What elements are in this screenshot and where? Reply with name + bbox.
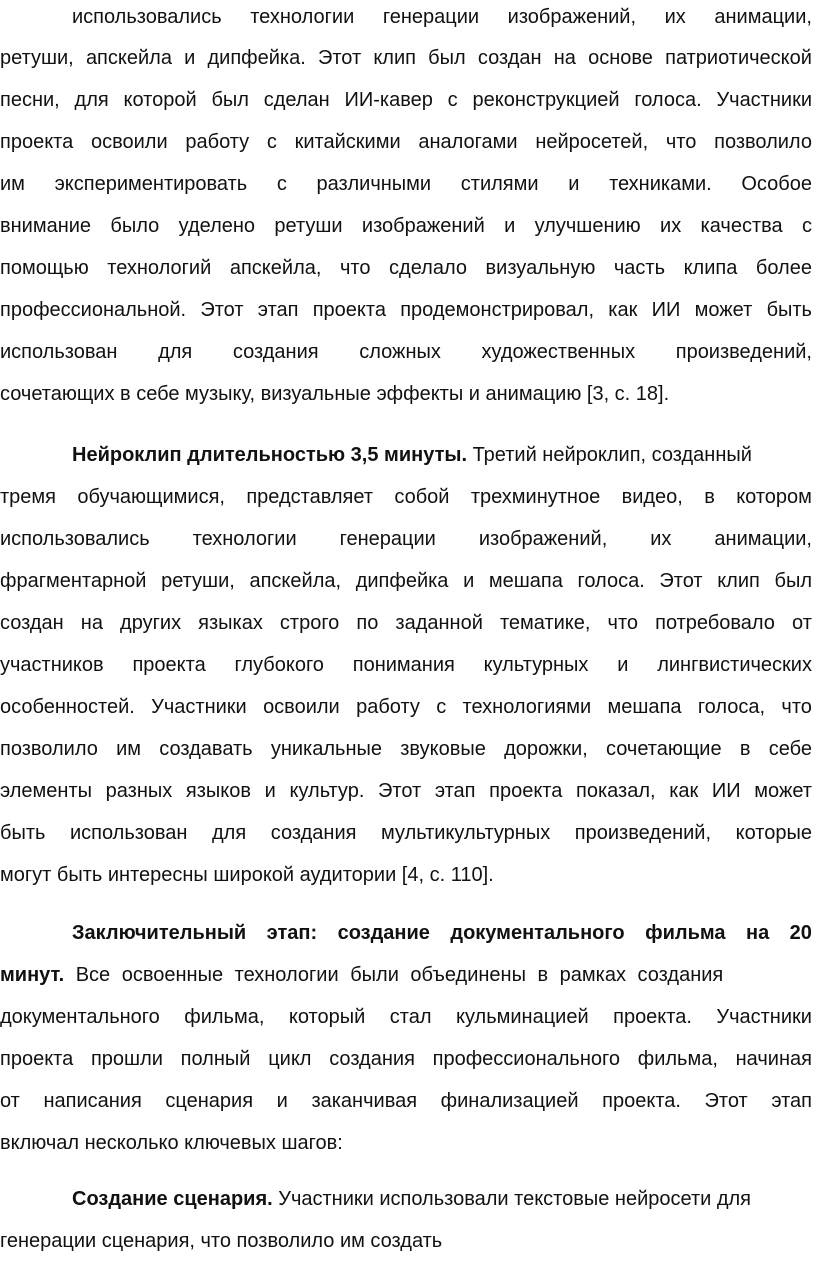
word: лингвистических — [657, 654, 812, 676]
word: тремя — [0, 486, 56, 508]
word: работу — [356, 696, 420, 718]
text-line: генерации сценария, что позволило им создать — [0, 1230, 443, 1252]
word: генерации — [339, 528, 436, 550]
word: полный — [180, 1048, 251, 1070]
word: ретуши, — [161, 570, 235, 592]
word: других — [120, 612, 182, 634]
word: и — [264, 780, 276, 802]
word: стал — [389, 1006, 432, 1028]
word: клип — [717, 570, 760, 592]
word: голоса, — [697, 696, 766, 718]
word: элементы — [0, 780, 93, 802]
word: китайскими — [294, 131, 401, 153]
text-line — [0, 83, 812, 117]
word: Особое — [741, 173, 812, 195]
word: продемонстрировал, — [400, 299, 595, 321]
word: технологии — [250, 6, 355, 28]
word: создания — [270, 822, 357, 844]
word: документального — [0, 1006, 160, 1028]
word: создания — [232, 341, 319, 363]
word: с — [801, 215, 812, 237]
word: может — [754, 780, 812, 802]
word: визуальную — [485, 257, 596, 279]
word: помощью — [0, 257, 89, 279]
word: мешапа — [488, 570, 563, 592]
word: видео, — [621, 486, 683, 508]
word: генерации — [382, 6, 480, 28]
word: более — [755, 257, 812, 279]
word: кульминацией — [455, 1006, 589, 1028]
word: с — [436, 696, 447, 718]
text-line — [0, 522, 812, 556]
text-line — [0, 564, 812, 598]
word: себе — [768, 738, 812, 760]
word: дипфейка. — [207, 47, 306, 69]
word: фильма — [645, 922, 726, 944]
text-line — [0, 1000, 812, 1034]
word: трехминутное — [470, 486, 601, 508]
word: освоили — [90, 131, 168, 153]
word: проекта — [0, 1048, 74, 1070]
word: технологий — [107, 257, 212, 279]
word: и — [617, 654, 629, 676]
word: с — [276, 173, 287, 195]
word: им — [116, 738, 142, 760]
word: был — [211, 89, 249, 111]
word: технологиями — [462, 696, 592, 718]
word: потребовало — [655, 612, 775, 634]
word: сложных — [359, 341, 441, 363]
text-line — [0, 774, 812, 808]
text-line — [0, 125, 812, 159]
word: заканчивая — [311, 1090, 418, 1112]
word: этап: — [266, 922, 318, 944]
word: от — [0, 1090, 20, 1112]
word: нейросетей, — [535, 131, 649, 153]
word: произведений, — [574, 822, 712, 844]
word: создавать — [159, 738, 253, 760]
word: реконструкцией — [472, 89, 620, 111]
word: профессионального — [432, 1048, 620, 1070]
word: и — [276, 1090, 288, 1112]
word: апскейла, — [229, 257, 322, 279]
word: анимации, — [714, 6, 812, 28]
word: сочетающие — [606, 738, 722, 760]
word: апскейла — [85, 47, 172, 69]
word: быть — [766, 299, 812, 321]
text-line — [0, 1042, 812, 1076]
word: апскейла, — [249, 570, 342, 592]
word: аналогами — [418, 131, 518, 153]
word: языков — [185, 780, 252, 802]
word: Этот — [378, 780, 422, 802]
word: и — [184, 47, 196, 69]
word: финализацией — [440, 1090, 579, 1112]
word: проекта — [0, 131, 74, 153]
word: изображений, — [478, 528, 608, 550]
text-line: сочетающих в себе музыку, визуальные эффекты и анимацию [3, с. 18]. — [0, 383, 670, 405]
word: и — [568, 173, 580, 195]
text-line — [72, 1182, 812, 1216]
word: на — [553, 47, 576, 69]
text-line: могут быть интересны широкой аудитории [4, с. 110]. — [0, 864, 494, 886]
word: голоса. — [577, 570, 645, 592]
text-line — [0, 41, 812, 75]
word: позволило — [714, 131, 812, 153]
word: в — [704, 486, 715, 508]
word: в — [739, 738, 751, 760]
bold-lead: Нейроклип длительностью 3,5 минуты. — [72, 444, 468, 466]
text-line — [72, 0, 812, 34]
word: проекта — [489, 780, 563, 802]
text-line — [0, 690, 812, 724]
word: что — [607, 612, 639, 634]
word: для — [74, 89, 109, 111]
word: Этот — [200, 299, 244, 321]
word: особенностей. — [0, 696, 135, 718]
word: для — [158, 341, 193, 363]
word: Участники — [716, 89, 812, 111]
word: котором — [736, 486, 812, 508]
word: их — [660, 215, 682, 237]
text-line — [0, 1084, 812, 1118]
word: проекта. — [602, 1090, 681, 1112]
word: проекта — [132, 654, 206, 676]
word: участников — [0, 654, 104, 676]
word: быть — [0, 822, 46, 844]
word: проекта. — [613, 1006, 692, 1028]
word: клипа — [683, 257, 738, 279]
word: обучающимися, — [77, 486, 225, 508]
text-run: Третий нейроклип, созданный — [467, 444, 752, 466]
word: было — [110, 215, 160, 237]
word: от — [792, 612, 812, 634]
word: заданной — [395, 612, 483, 634]
word: профессиональной. — [0, 299, 187, 321]
word: что — [665, 131, 697, 153]
word: этап — [434, 780, 476, 802]
word: который — [288, 1006, 366, 1028]
word: ИИ — [651, 299, 681, 321]
word: изображений, — [507, 6, 637, 28]
word: прошли — [90, 1048, 163, 1070]
word: стилями — [460, 173, 539, 195]
word: технологии — [192, 528, 297, 550]
word: с — [266, 131, 277, 153]
word: экспериментировать — [54, 173, 248, 195]
word: освоили — [263, 696, 340, 718]
word: которые — [735, 822, 812, 844]
word: культурных — [483, 654, 589, 676]
word: создан — [477, 47, 542, 69]
word: может — [694, 299, 753, 321]
word: строго — [279, 612, 340, 634]
word: тематике, — [499, 612, 591, 634]
word: этап — [257, 299, 299, 321]
word: Участники — [151, 696, 247, 718]
text-run: Участники использовали текстовые нейросети для — [272, 1188, 752, 1210]
word: изображений — [361, 215, 485, 237]
word: сценария — [165, 1090, 254, 1112]
text-run: Все освоенные технологии были объединены в рамках создания — [64, 964, 724, 986]
word: и — [504, 215, 516, 237]
word: понимания — [352, 654, 455, 676]
word: на — [80, 612, 103, 634]
word: с — [447, 89, 458, 111]
text-line — [0, 293, 812, 327]
word: Этот — [704, 1090, 748, 1112]
text-line — [0, 209, 812, 243]
word: часть — [613, 257, 666, 279]
word: дипфейка — [355, 570, 449, 592]
text-line — [0, 251, 812, 285]
word: 20 — [789, 922, 812, 944]
word: написания — [43, 1090, 142, 1112]
word: использован — [0, 341, 118, 363]
word: использовались — [0, 528, 150, 550]
text-line — [0, 648, 812, 682]
bold-lead: Создание сценария. — [72, 1188, 273, 1210]
word: документального — [450, 922, 625, 944]
word: сделало — [389, 257, 467, 279]
word: был — [428, 47, 466, 69]
word: фильма, — [184, 1006, 265, 1028]
word: анимации, — [714, 528, 812, 550]
word: позволило — [0, 738, 98, 760]
word: создан — [0, 612, 64, 634]
word: песни, — [0, 89, 60, 111]
word: создание — [337, 922, 430, 944]
word: произведений, — [675, 341, 812, 363]
word: ИИ-кавер — [344, 89, 433, 111]
word: техниками. — [609, 173, 712, 195]
word: которой — [123, 89, 197, 111]
word: дорожки, — [504, 738, 588, 760]
word: Заключительный — [72, 922, 247, 944]
word: ретуши, — [0, 47, 74, 69]
text-line — [0, 480, 812, 514]
word: им — [0, 173, 25, 195]
word: собой — [394, 486, 450, 508]
word: как — [608, 299, 638, 321]
word: их — [664, 6, 686, 28]
word: мультикультурных — [381, 822, 551, 844]
text-line — [0, 606, 812, 640]
text-line — [72, 916, 812, 950]
word: использован — [70, 822, 188, 844]
word: клип — [373, 47, 416, 69]
bold-lead: минут. — [0, 964, 65, 986]
word: культур. — [289, 780, 365, 802]
text-line — [0, 732, 812, 766]
word: патриотической — [665, 47, 812, 69]
word: различными — [316, 173, 432, 195]
word: фильма, — [637, 1048, 718, 1070]
word: что — [781, 696, 812, 718]
word: Этот — [317, 47, 362, 69]
word: мешапа — [607, 696, 682, 718]
word: внимание — [0, 215, 92, 237]
word: глубокого — [234, 654, 324, 676]
word: голоса. — [634, 89, 702, 111]
word: ретуши — [274, 215, 343, 237]
word: цикл — [268, 1048, 312, 1070]
word: языках — [198, 612, 263, 634]
word: фрагментарной — [0, 570, 147, 592]
word: что — [339, 257, 371, 279]
word: Этот — [659, 570, 703, 592]
word: проекта — [312, 299, 386, 321]
word: разных — [105, 780, 173, 802]
word: работу — [185, 131, 250, 153]
text-line — [0, 816, 812, 850]
word: и — [463, 570, 475, 592]
word: уникальные — [270, 738, 382, 760]
word: основе — [588, 47, 653, 69]
word: для — [212, 822, 247, 844]
word: уделено — [178, 215, 256, 237]
word: на — [746, 922, 770, 944]
word: ИИ — [711, 780, 741, 802]
word: качества — [700, 215, 783, 237]
word: начиная — [735, 1048, 812, 1070]
word: звуковые — [400, 738, 486, 760]
word: был — [774, 570, 812, 592]
text-line — [72, 438, 812, 472]
text-line — [0, 335, 812, 369]
word: Участники — [716, 1006, 812, 1028]
word: как — [669, 780, 699, 802]
word: по — [356, 612, 379, 634]
word: показал, — [576, 780, 656, 802]
word: представляет — [246, 486, 373, 508]
word: их — [650, 528, 672, 550]
text-line — [0, 167, 812, 201]
text-line — [0, 958, 812, 992]
word: улучшению — [534, 215, 641, 237]
word: создания — [329, 1048, 415, 1070]
word: этап — [771, 1090, 812, 1112]
word: сделан — [263, 89, 330, 111]
word: использовались — [72, 6, 222, 28]
word: художественных — [481, 341, 636, 363]
text-line: включал несколько ключевых шагов: — [0, 1132, 343, 1154]
